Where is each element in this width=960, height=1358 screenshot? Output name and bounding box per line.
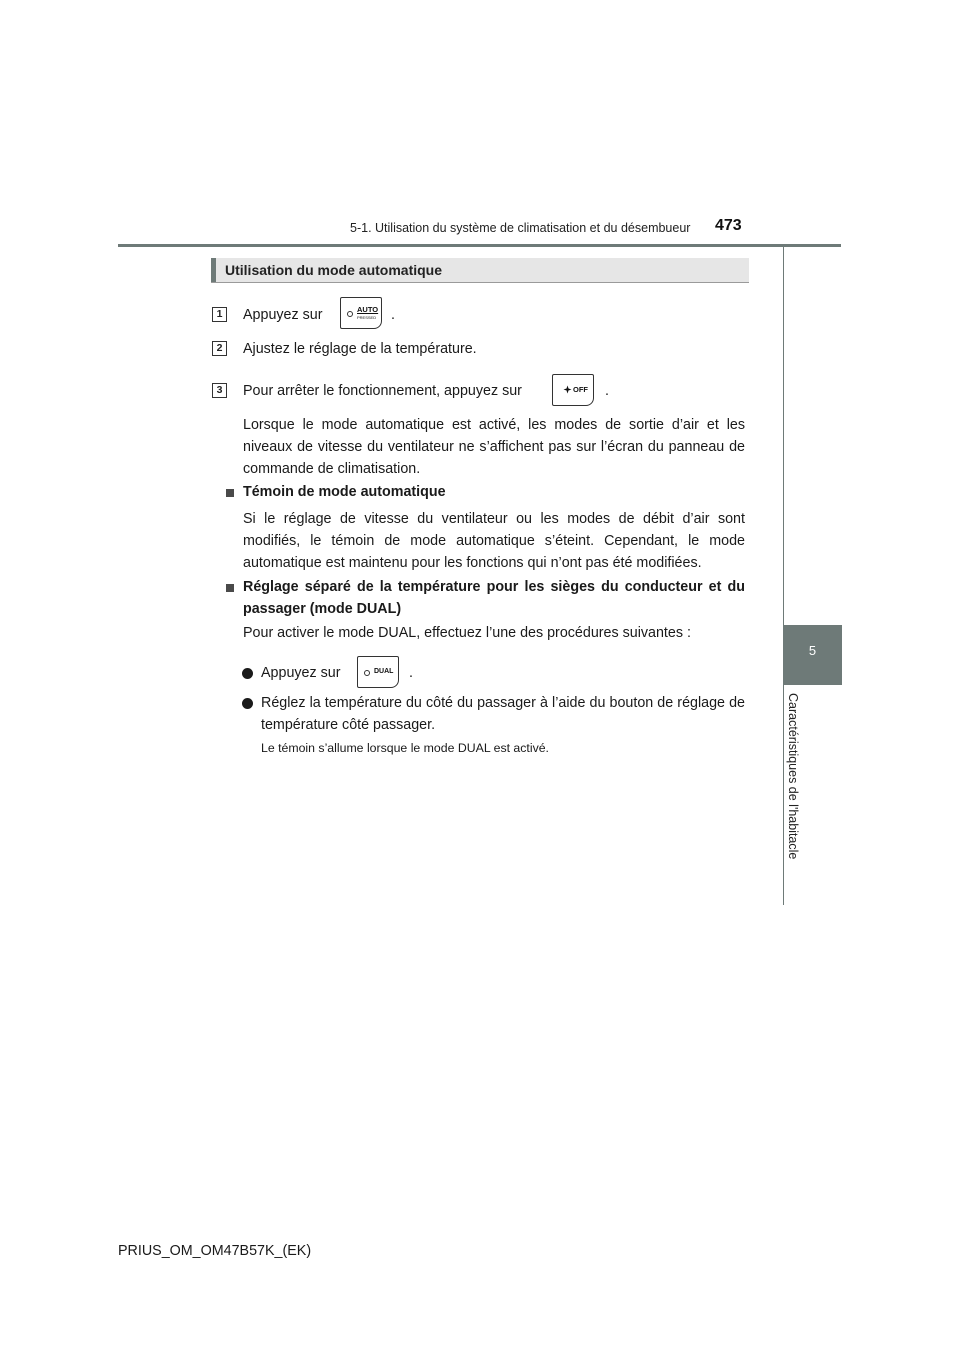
dual-button-icon xyxy=(357,656,399,688)
step-number-1: 1 xyxy=(212,307,227,322)
dual-footnote: Le témoin s’allume lorsque le mode DUAL est activé. xyxy=(261,741,549,755)
dual-mode-intro: Pour activer le mode DUAL, effectuez l’une des procédures suivantes : xyxy=(243,625,691,641)
square-bullet-icon xyxy=(226,584,234,592)
dual-bullet-1-text: Appuyez sur xyxy=(261,665,341,681)
auto-indicator-title: Témoin de mode automatique xyxy=(243,484,446,500)
running-header-section: 5-1. Utilisation du système de climatisation et du désembueur xyxy=(350,221,691,235)
section-title: Utilisation du mode automatique xyxy=(225,262,443,278)
step-1-text: Appuyez sur xyxy=(243,307,323,323)
chapter-number: 5 xyxy=(808,643,817,658)
square-bullet-icon xyxy=(226,489,234,497)
round-bullet-icon xyxy=(242,698,253,709)
dual-bullet-2-text: Réglez la température du côté du passager à l’aide du bouton de réglage de température côté passager. xyxy=(261,695,745,733)
dual-label: DUAL xyxy=(374,668,394,675)
step-number-2: 2 xyxy=(212,341,227,356)
auto-label: AUTO xyxy=(357,305,379,314)
section-heading-bar xyxy=(211,258,749,283)
indicator-led-icon xyxy=(364,670,370,676)
step-1-period: . xyxy=(391,307,395,323)
auto-indicator-text: Si le réglage de vitesse du ventilateur ou les modes de débit d’air sont modifiés, le témoin de mode automatique s’éteint. Cependant, le mode automatique est maintenu pour les fonctions qui n’ont pas été modifiées. xyxy=(243,511,745,571)
indicator-led-icon xyxy=(347,311,353,317)
step-3-period: . xyxy=(605,383,609,399)
fan-icon xyxy=(563,385,572,394)
section-accent xyxy=(211,258,216,282)
step-3-text: Pour arrêter le fonctionnement, appuyez sur xyxy=(243,383,522,399)
chapter-tab xyxy=(783,625,842,685)
dual-bullet-1-period: . xyxy=(409,665,413,681)
auto-sub-label: PRESSED xyxy=(357,315,377,320)
side-divider xyxy=(783,245,784,905)
chapter-title: Caractéristiques de l'habitacle xyxy=(786,693,800,860)
off-button-icon xyxy=(552,374,594,406)
page-number: 473 xyxy=(715,217,742,234)
step-number-3: 3 xyxy=(212,383,227,398)
auto-mode-note: Lorsque le mode automatique est activé, les modes de sortie d’air et les niveaux de vitesse du ventilateur ne s’affichent pas sur l’écran du panneau de commande de climatisation. xyxy=(243,417,745,477)
round-bullet-icon xyxy=(242,668,253,679)
dual-mode-title: Réglage séparé de la température pour les sièges du conducteur et du passager (mode DUAL) xyxy=(243,579,745,617)
off-label: OFF xyxy=(573,385,588,394)
document-code: PRIUS_OM_OM47B57K_(EK) xyxy=(118,1243,312,1259)
step-2-text: Ajustez le réglage de la température. xyxy=(243,341,477,357)
auto-button-icon xyxy=(340,297,382,329)
header-divider xyxy=(118,244,841,247)
